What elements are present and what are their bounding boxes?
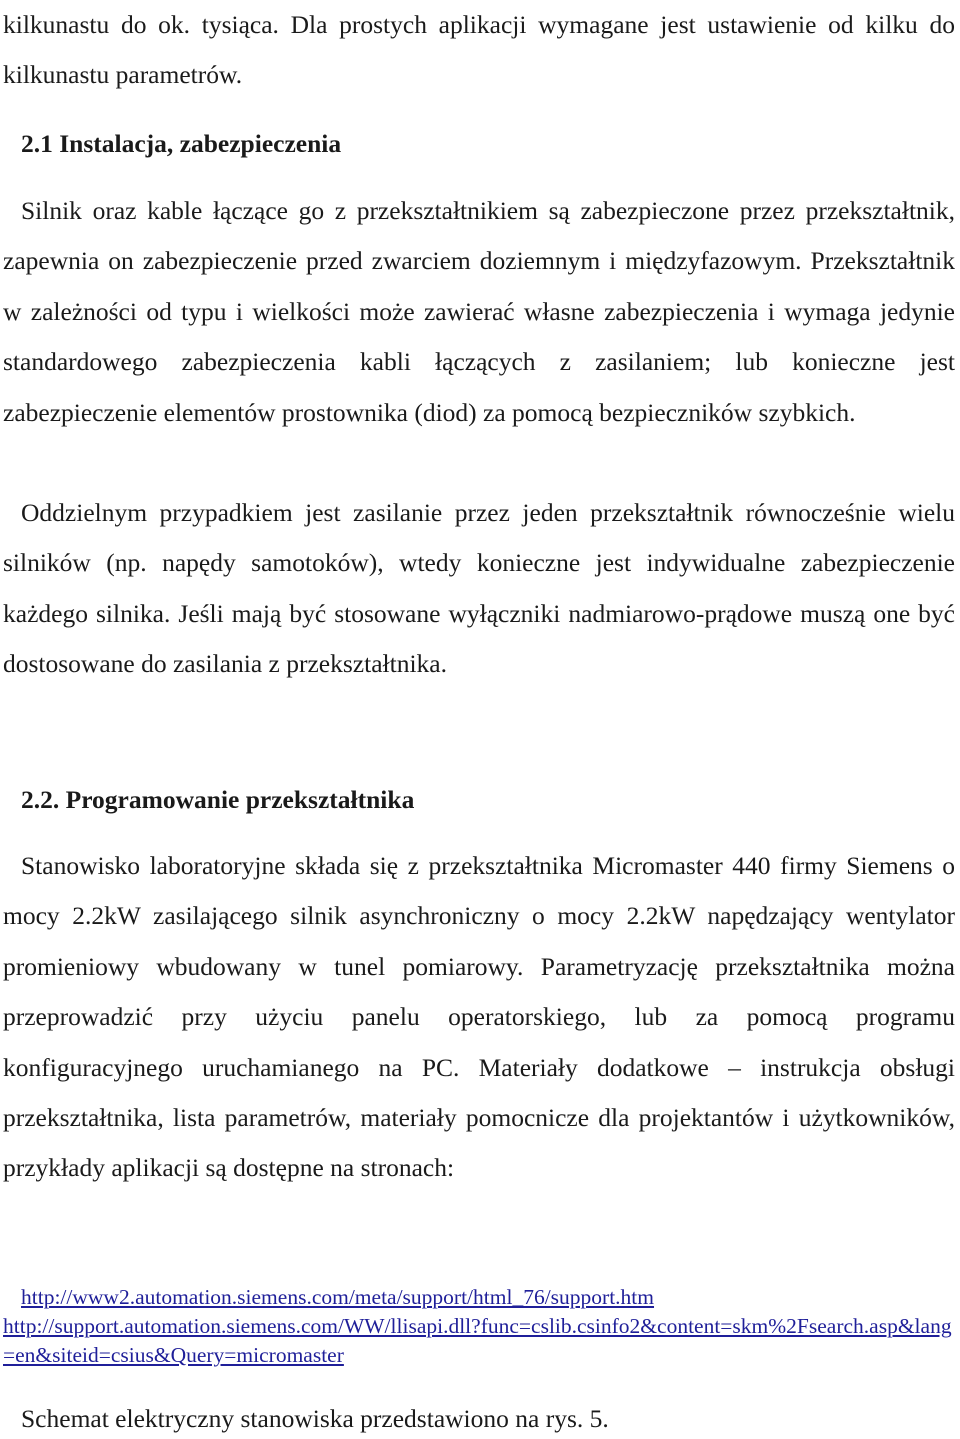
section-2-1-paragraph-1: Silnik oraz kable łączące go z przekształtnikiem są zabezpieczone przez przekształtnik, zapewnia on zabezpieczenie przed zwarciem doziemnym i międzyfazowym. Przekształtnik w zależności od typu i wielkości może zawierać własne zabezpieczenia i wymaga jedynie standardowego zabezpieczenia kabli łączących z zasilaniem; lub konieczne jest zabezpieczenie elementów prostownika (diod) za pomocą bezpieczników szybkich. [3, 196, 955, 427]
siemens-micromaster-search-link[interactable]: http://support.automation.siemens.com/WW/llisapi.dll?func=cslib.csinfo2&content=skm%2Fsearch.asp&lang=en&siteid=csius&Query=micromaster [3, 1314, 952, 1367]
section-heading-2-1: 2.1 Instalacja, zabezpieczenia [21, 129, 342, 158]
closing-line: Schemat elektryczny stanowiska przedstawiono na rys. 5. [21, 1404, 609, 1433]
section-2-1-paragraph-2: Oddzielnym przypadkiem jest zasilanie przez jeden przekształtnik równocześnie wielu silników (np. napędy samotoków), wtedy konieczne jest indywidualne zabezpieczenie każdego silnika. Jeśli mają być stosowane wyłączniki nadmiarowo-prądowe muszą one być dostosowane do zasilania z przekształtnika. [3, 498, 955, 679]
siemens-support-link[interactable]: http://www2.automation.siemens.com/meta/support/html_76/support.htm [21, 1285, 655, 1309]
links-block [3, 1283, 955, 1370]
section-2-2-paragraph: Stanowisko laboratoryjne składa się z przekształtnika Micromaster 440 firmy Siemens o mocy 2.2kW zasilającego silnik asynchroniczny o mocy 2.2kW napędzający wentylator promieniowy wbudowany w tunel pomiarowy. Parametryzację przekształtnika można przeprowadzić przy użyciu panelu operatorskiego, lub za pomocą programu konfiguracyjnego uruchamianego na PC. Materiały dodatkowe – instrukcja obsługi przekształtnika, lista parametrów, materiały pomocnicze dla projektantów i użytkowników, przykłady aplikacji są dostępne na stronach: [3, 851, 955, 1183]
intro-paragraph: kilkunastu do ok. tysiąca. Dla prostych aplikacji wymagane jest ustawienie od kilku do kilkunastu parametrów. [3, 10, 955, 90]
section-heading-2-2: 2.2. Programowanie przekształtnika [21, 785, 415, 814]
